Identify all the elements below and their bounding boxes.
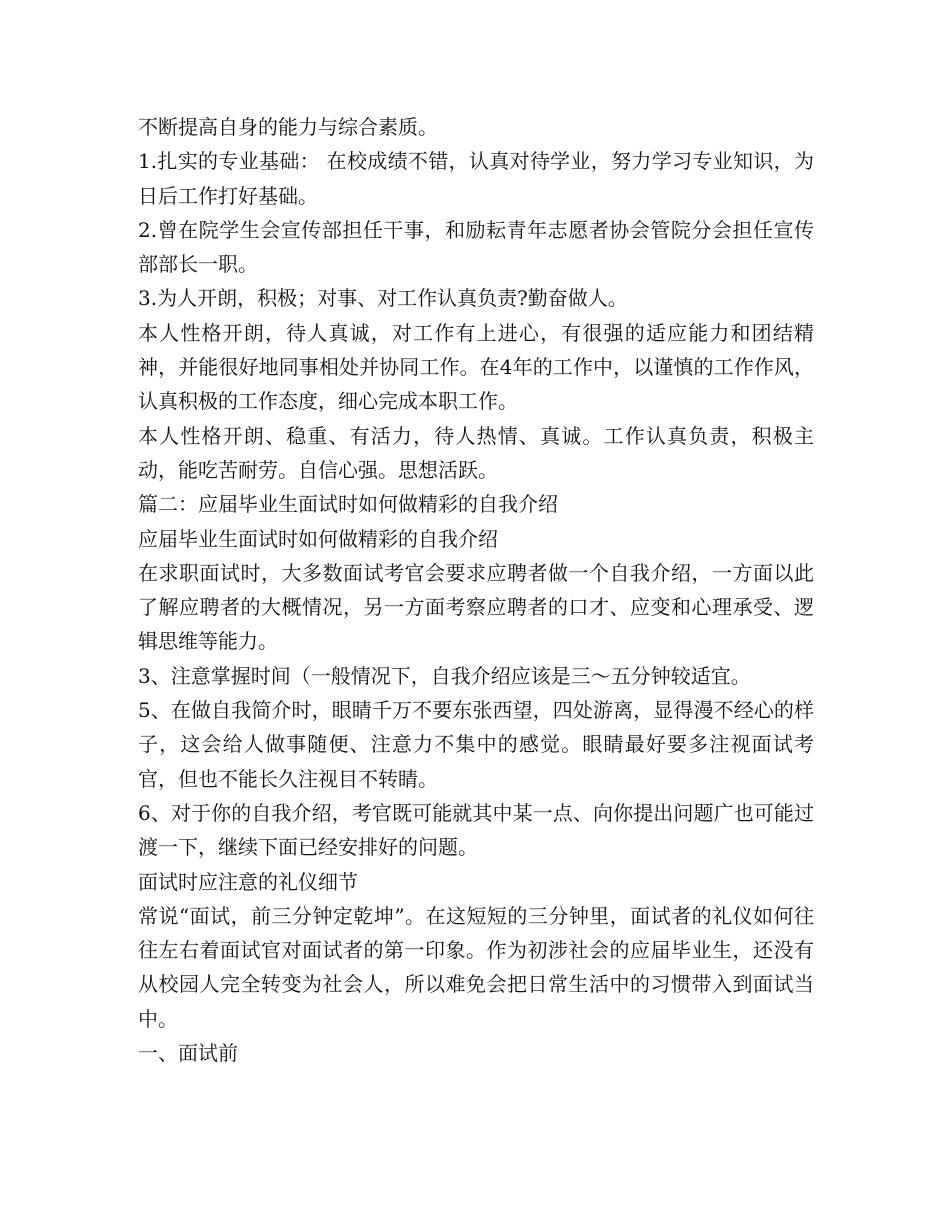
section-title: 应届毕业生面试时如何做精彩的自我介绍 [138,526,498,551]
paragraph-9: 在求职面试时，大多数面试考官会要求应聘者做一个自我介绍，一方面以此了解应聘者的大概情况，另一方面考察应聘者的口才、应变和心理承受、逻辑思维等能力。 [138,560,814,654]
paragraph-12: 6、对于你的自我介绍，考官既可能就其中某一点、向你提出问题广也可能过渡一下，继续下面已经安排好的问题。 [138,800,814,860]
paragraph-3: 2.曾在院学生会宣传部担任干事，和励耘青年志愿者协会管院分会担任宣传部部长一职。 [138,217,814,277]
section-heading-part-two: 篇二：应届毕业生面试时如何做精彩的自我介绍 [138,492,558,517]
paragraph-11: 5、在做自我简介时，眼睛千万不要东张西望，四处游离，显得漫不经心的样子，这会给人做事随便、注意力不集中的感觉。眼睛最好要多注视面试考官，但也不能长久注视目不转睛。 [138,698,814,791]
paragraph-2: 1.扎实的专业基础： 在校成绩不错，认真对待学业，努力学习专业知识，为日后工作打好基础。 [138,149,814,208]
paragraph-10: 3、注意掌握时间（一般情况下，自我介绍应该是三～五分钟较适宜。 [138,663,751,688]
paragraph-1: 不断提高自身的能力与综合素质。 [138,115,438,139]
subheading-etiquette: 面试时应注意的礼仪细节 [138,869,358,894]
paragraph-4: 3.为人开朗，积极；对事、对工作认真负责?勤奋做人。 [138,286,628,311]
document-body [138,110,814,1070]
paragraph-5: 本人性格开朗，待人真诚，对工作有上进心，有很强的适应能力和团结精神，并能很好地同事相处并协同工作。在4年的工作中，以谨慎的工作作风，认真积极的工作态度，细心完成本职工作。 [138,320,814,414]
paragraph-14: 常说“面试，前三分钟定乾坤”。在这短短的三分钟里，面试者的礼仪如何往往左右着面试官对面试者的第一印象。作为初涉社会的应届毕业生，还没有从校园人完全转变为社会人，所以难免会把日常生活中的习惯带入到面试当中。 [138,903,814,1031]
subheading-before-interview: 一、面试前 [138,1041,238,1066]
paragraph-6: 本人性格开朗、稳重、有活力，待人热情、真诚。工作认真负责，积极主动，能吃苦耐劳。自信心强。思想活跃。 [138,423,814,482]
